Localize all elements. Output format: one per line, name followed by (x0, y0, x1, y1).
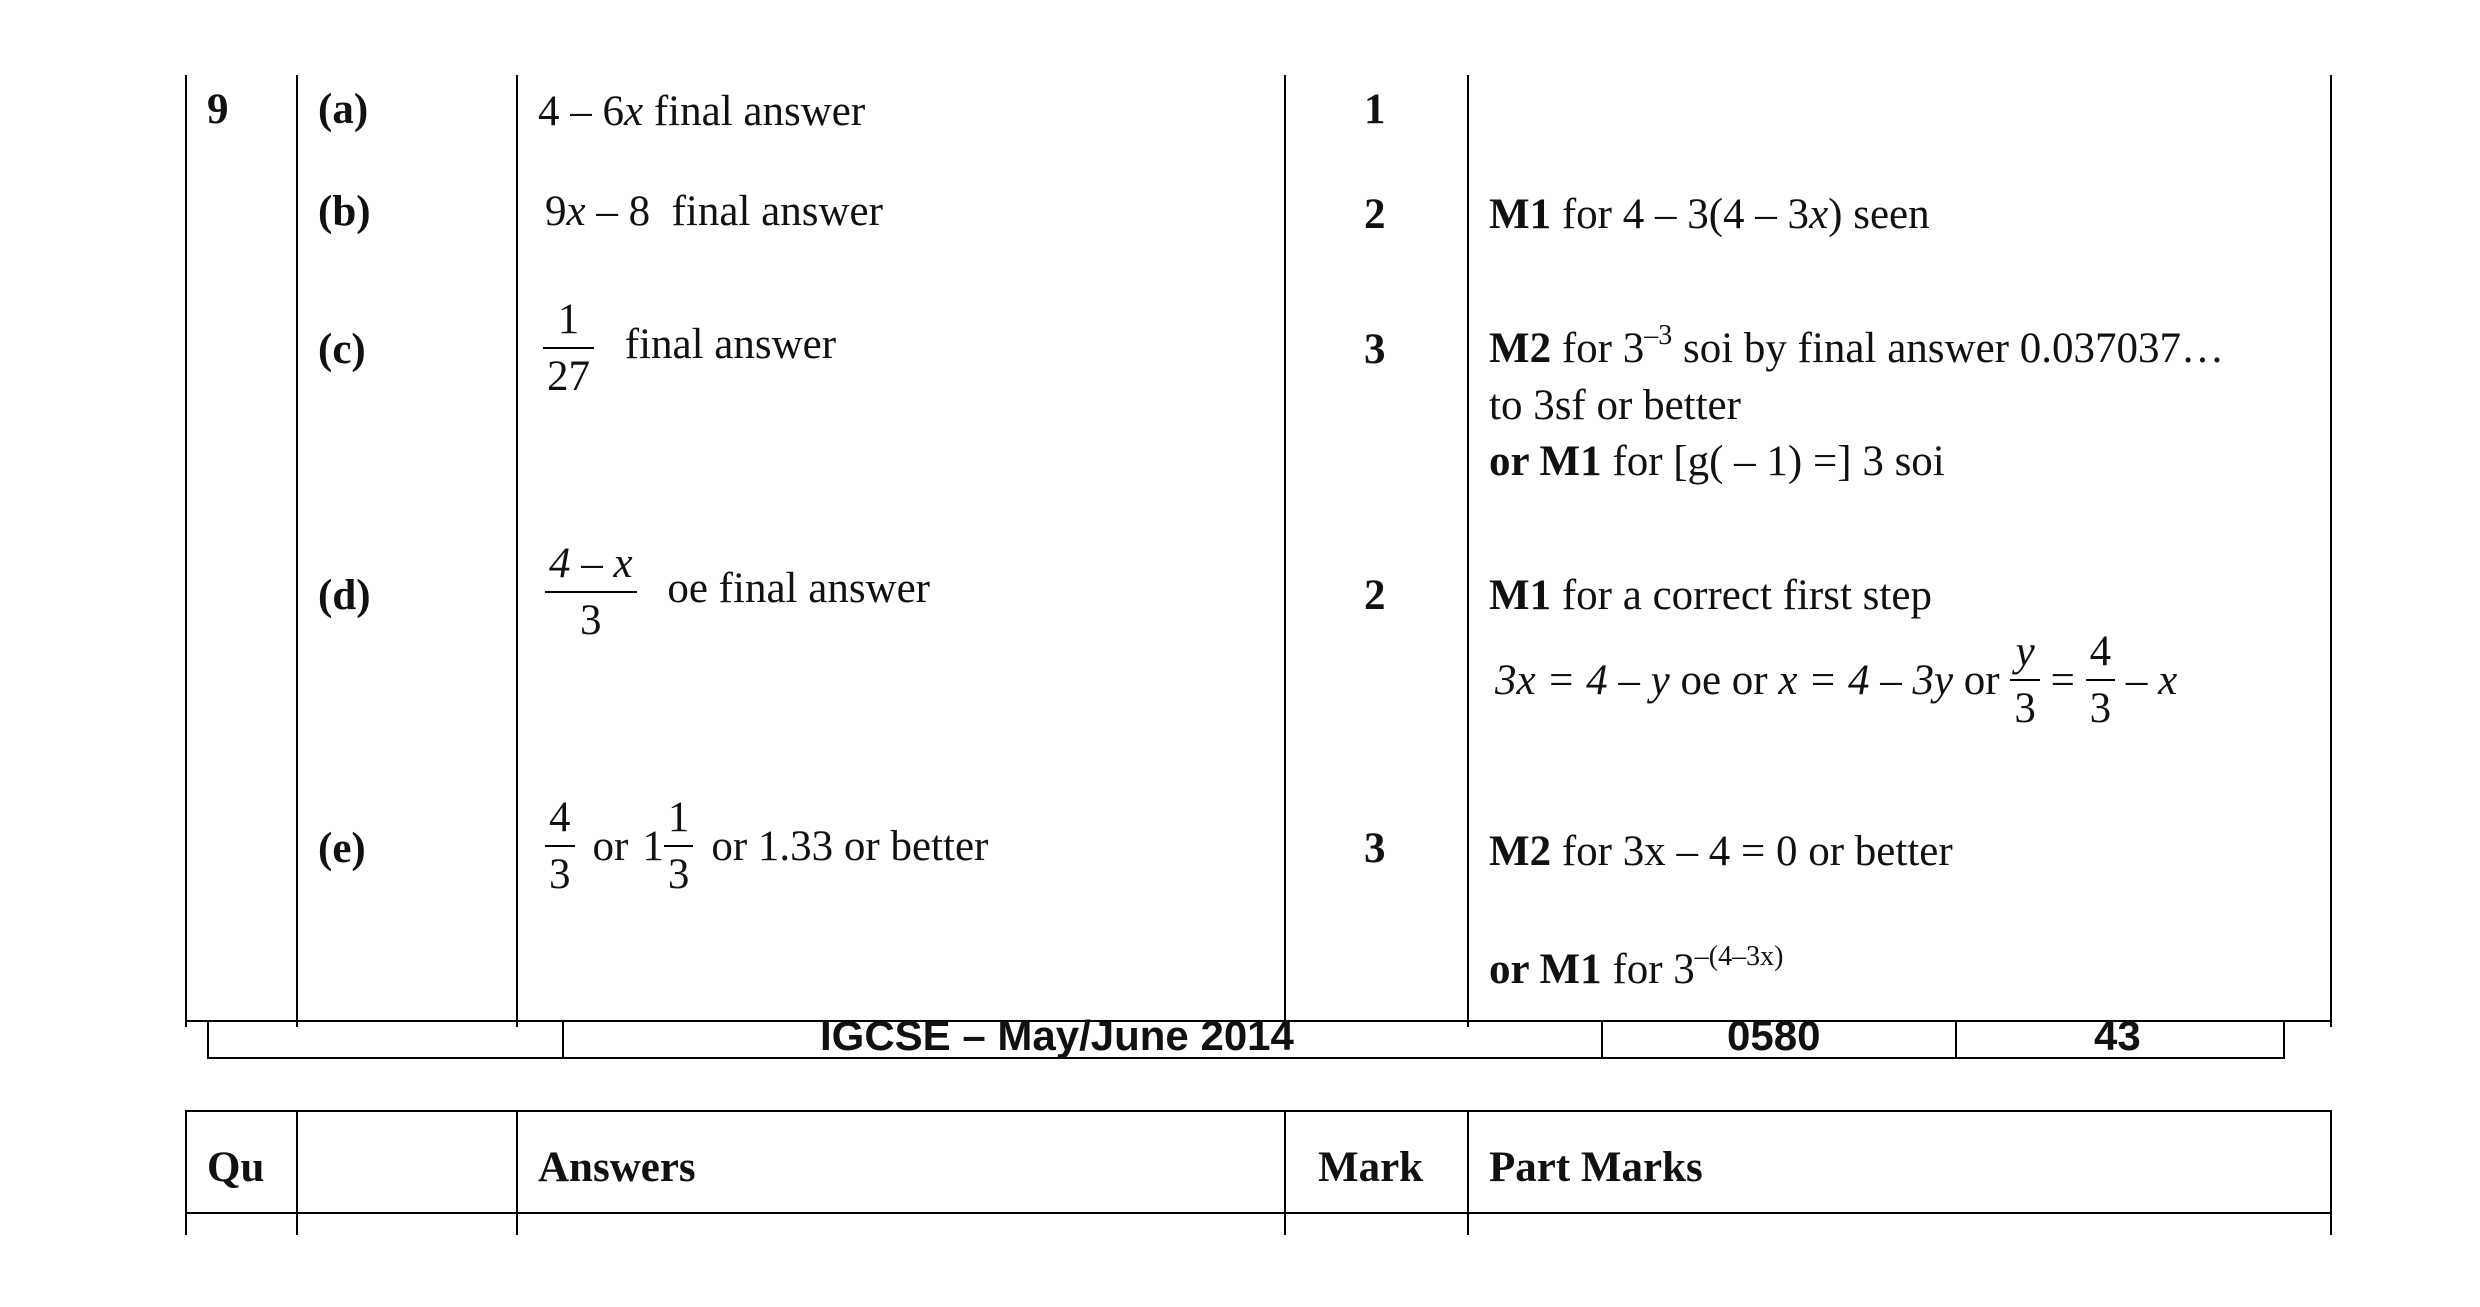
fraction-4-over-3: $\frac{4}{3}$ (545, 796, 575, 896)
header-stub-right (2330, 1212, 2332, 1235)
footer-syllabus-code: 0580 (1727, 1012, 1821, 1059)
part-label-e: (e) (318, 825, 366, 872)
table-divider-answers (516, 75, 518, 1027)
header-divider-2 (516, 1110, 518, 1235)
part-label-d: (d) (318, 572, 371, 619)
mark-e: 3 (1364, 825, 1386, 872)
answer-a: 4 – 6x final answer (538, 88, 866, 135)
header-mark: Mark (1318, 1144, 1424, 1191)
partmarks-b: M1 for 4 – 3(4 – 3x) seen (1489, 191, 1930, 238)
fraction-4-over-3-pm: $\frac{4}{3}$ (2086, 630, 2116, 730)
partmarks-c-line3: or M1 for [g( – 1) =] 3 soi (1489, 438, 1945, 485)
mixed-number-1-1-3: 1 $\frac{1}{3}$ (642, 796, 693, 896)
table-divider-partmarks (1467, 75, 1469, 1027)
mark-d: 2 (1364, 572, 1386, 619)
partmarks-c-line1: M2 for $3^{-3}$ soi by final answer 0.037037… (1489, 320, 2224, 372)
mark-c: 3 (1364, 326, 1386, 373)
fraction-y-over-3: $\frac{y}{3}$ (2010, 630, 2040, 730)
header-divider-4 (1467, 1110, 1469, 1235)
partmarks-e-line1: M2 for 3x – 4 = 0 or better (1489, 828, 1953, 875)
footer-divider-2 (1601, 1021, 1603, 1059)
footer-exam-title: IGCSE – May/June 2014 (820, 1012, 1294, 1059)
answer-c: $\frac{1}{27}$ final answer (543, 298, 836, 398)
table-border-left (185, 75, 187, 1027)
answer-b: 9x – 8 final answer (545, 188, 883, 235)
part-label-b: (b) (318, 188, 371, 235)
fraction-4-minus-x-over-3: $\frac{4 - x}{3}$ (545, 542, 637, 642)
header-qu: Qu (207, 1144, 265, 1191)
mark-b: 2 (1364, 191, 1386, 238)
fraction-one-over-27: $\frac{1}{27}$ (543, 298, 594, 398)
answer-e: $\frac{4}{3}$ or 1 $\frac{1}{3}$ or 1.33 or better (545, 796, 988, 896)
partmarks-d-line2: 3x = 4 – y oe or x = 4 – 3y or $\frac{y}{3}$ = $\frac{4}{3}$ – x (1495, 628, 2178, 732)
header-answers: Answers (538, 1144, 696, 1191)
footer-paper-number: 43 (2094, 1012, 2141, 1059)
table-border-right (2330, 75, 2332, 1027)
partmarks-d-line1: M1 for a correct first step (1489, 572, 1932, 619)
part-label-a: (a) (318, 86, 369, 133)
header-part-marks: Part Marks (1489, 1144, 1703, 1191)
footer-divider-1 (562, 1021, 564, 1059)
table-divider-part (296, 75, 298, 1027)
header-stub-left (185, 1212, 187, 1235)
part-label-c: (c) (318, 326, 366, 373)
question-number: 9 (207, 86, 229, 133)
header-divider-3 (1284, 1110, 1286, 1235)
answer-d: $\frac{4 - x}{3}$ oe final answer (545, 542, 930, 642)
partmarks-e-line2: or M1 for $3^{-(4-3x)}$ (1489, 941, 1784, 993)
header-divider-1 (296, 1110, 298, 1235)
partmarks-c-line2: to 3sf or better (1489, 382, 1741, 429)
footer-divider-3 (1955, 1021, 1957, 1059)
header-row (185, 1110, 2332, 1214)
mark-a: 1 (1364, 86, 1386, 133)
table-divider-mark (1284, 75, 1286, 1027)
